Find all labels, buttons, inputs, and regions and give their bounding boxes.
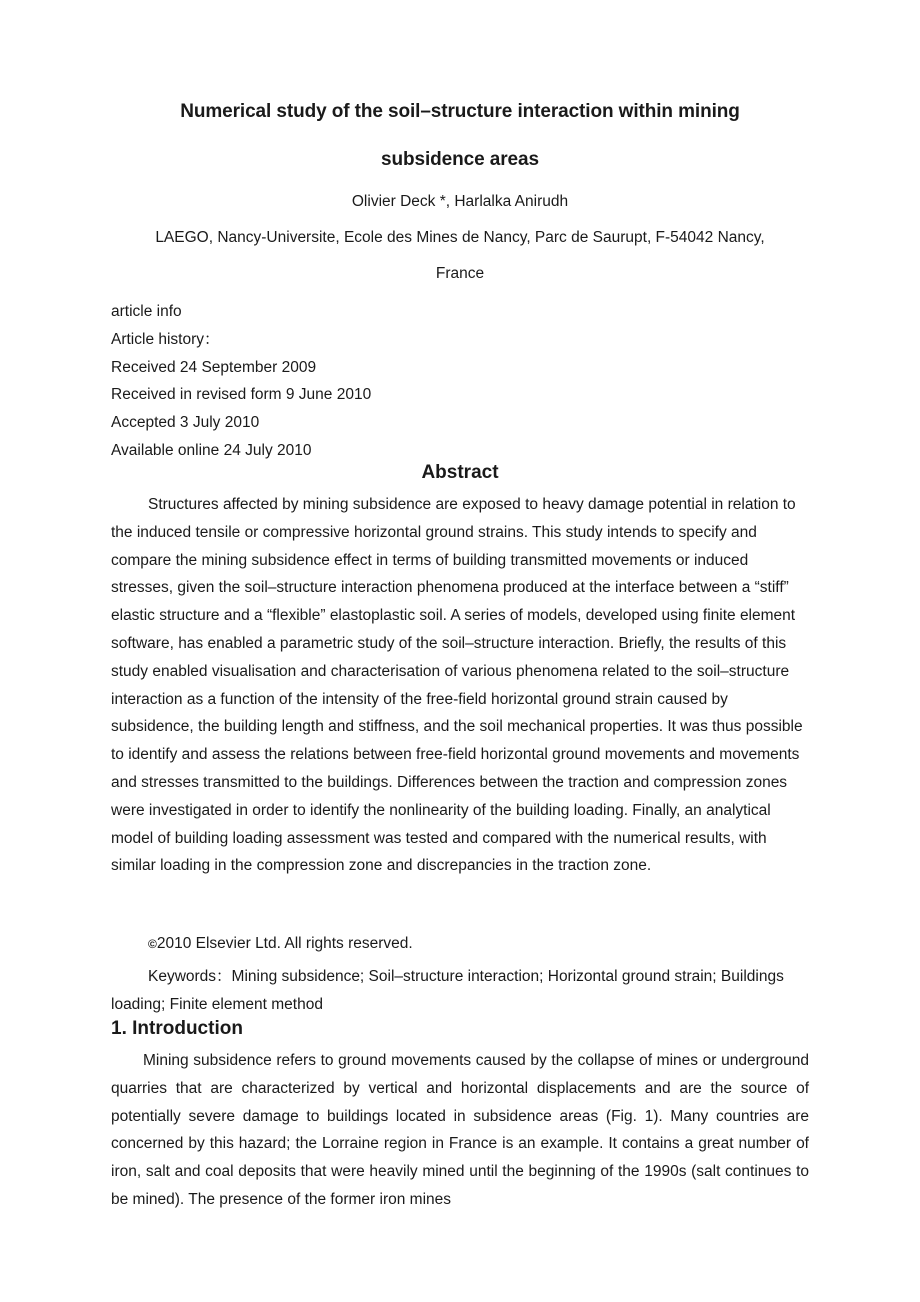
affiliation-line-1: LAEGO, Nancy-Universite, Ecole des Mines de Nancy, Parc de Saurupt, F-54042 Nancy, xyxy=(155,229,765,246)
abstract-heading: Abstract xyxy=(421,462,499,483)
copyright-symbol: © xyxy=(148,937,157,951)
received-date: Received 24 September 2009 xyxy=(111,358,317,376)
introduction-heading: 1. Introduction xyxy=(111,1018,243,1039)
abstract-text: Structures affected by mining subsidence are exposed to heavy damage potential in relation to the induced tensile or compressive horizontal ground strains. This study intends to specify and compare the mining subsidence effect in terms of building transmitted movements or induced stresses, given the soil–structure interaction phenomena produced at the interface between a “stiff” elastic structure and a “flexible” elastoplastic soil. A series of models, developed using finite element software, has enabled a parametric study of the soil–structure interaction. Briefly, the results of this study enabled visualisation and characterisation of various phenomena related to the soil–structure interaction as a function of the intensity of the free-field horizontal ground strain caused by subsidence, the building length and stiffness, and the soil mechanical properties. It was thus possible to identify and assess the relations between free-field horizontal ground movements and movements and stresses transmitted to the buildings. Differences between the traction and compression zones were investigated in order to identify the nonlinearity of the building loading. Finally, an analytical model of building loading assessment was tested and compared with the numerical results, with similar loading in the compression zone and discrepancies in the traction zone. xyxy=(111,496,803,875)
article-history-label: Article history： xyxy=(111,330,220,348)
affiliation-line-2: France xyxy=(435,265,485,282)
copyright-line xyxy=(148,935,413,953)
paper-title-line-1: Numerical study of the soil–structure interaction within mining xyxy=(180,101,740,122)
introduction-text: Mining subsidence refers to ground movements caused by the collapse of mines or underground quarries that are characterized by vertical and horizontal displacements and are the source of potentially severe damage to buildings located in subsidence areas (Fig. 1). Many countries are concerned by this hazard; the Lorraine region in France is an example. It contains a great number of iron, salt and coal deposits that were heavily mined until the beginning of the 1990s (salt continues to be mined). The presence of the former iron mines xyxy=(111,1052,809,1208)
paper-title-line-2: subsidence areas xyxy=(381,149,539,170)
article-info-block xyxy=(111,298,809,465)
online-date: Available online 24 July 2010 xyxy=(111,441,312,459)
accepted-date: Accepted 3 July 2010 xyxy=(111,414,260,432)
article-info-label: article info xyxy=(111,303,182,320)
revised-date: Received in revised form 9 June 2010 xyxy=(111,386,372,404)
keywords-text: Keywords：Mining subsidence; Soil–structure interaction; Horizontal ground strain; Buildings loading; Finite element method xyxy=(111,968,784,1013)
copyright-text: 2010 Elsevier Ltd. All rights reserved. xyxy=(156,935,413,952)
author-list: Olivier Deck *, Harlalka Anirudh xyxy=(351,193,569,210)
